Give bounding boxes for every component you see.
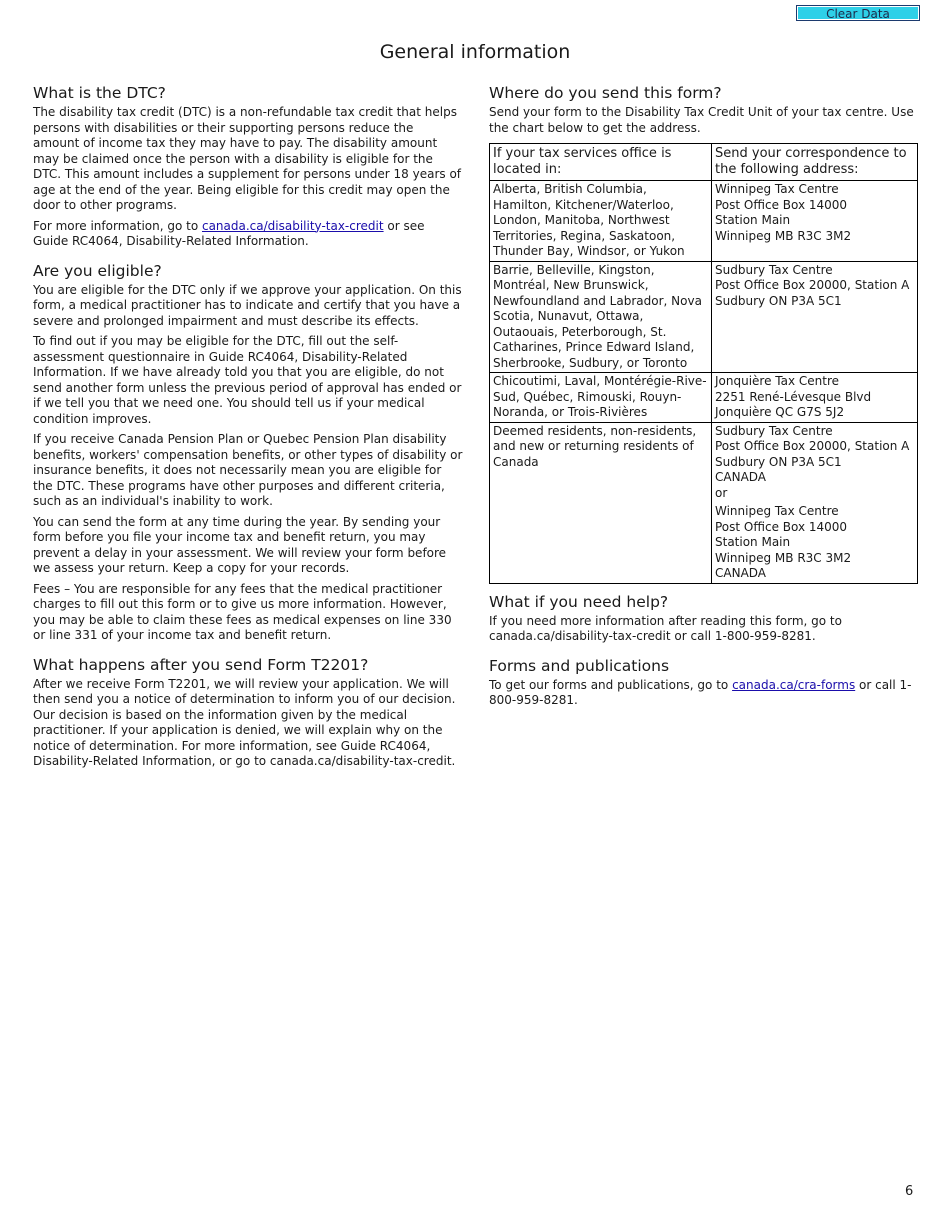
address-line: Post Office Box 20000, Station A [715,439,910,453]
address-line: Sudbury ON P3A 5C1 [715,454,842,469]
address-line: Sudbury ON P3A 5C1 [715,293,842,308]
right-column [489,84,919,721]
send-heading: Where do you send this form? [489,84,722,102]
table-row [490,373,918,423]
address-line: Station Main [715,213,791,227]
eligible-paragraph-3: If you receive Canada Pension Plan or Quebec Pension Plan disability benefits, workers' compensation benefits, or other types of disability or insurance benefits, it does not necessarily mean you are eligible for the DTC. These programs have other purposes and different criteria, such as an individual's inability to work. [33,432,463,508]
address-line: Sudbury Tax Centre [715,262,833,277]
row-address [712,181,918,262]
row-location: Chicoutimi, Laval, Montérégie-Rive-Sud, Québec, Rimouski, Rouyn-Noranda, or Trois-Rivières [490,373,712,423]
address-line: 2251 René-Lévesque Blvd [715,389,872,404]
address-line: Winnipeg MB R3C 3M2 [715,228,852,243]
table-row [490,261,918,373]
forms-p-text: To get our forms and publications, go to [489,677,733,692]
section-forms [489,657,919,709]
after-heading: What happens after you send Form T2201? [33,655,369,674]
dtc-paragraph-1: The disability tax credit (DTC) is a non-refundable tax credit that helps persons with disabilities or their supporting persons reduce the amount of income tax they may have to pay. The disability amount may be claimed once the person with a disability is eligible for the DTC. This amount includes a supplement for persons under 18 years of age at the end of the year. Being eligible for this credit may open the door to other programs. [33,105,462,212]
forms-link[interactable]: canada.ca/cra-forms [732,677,856,692]
after-paragraph-1: After we receive Form T2201, we will review your application. We will then send you a notice of determination to inform you of our decision. Our decision is based on the information given by the medical practitioner. If your application is denied, we will explain why on the notice of determination. For more information, see Guide RC4064, Disability-Related Information, or go to canada.ca/disability-tax-credit. [33,676,456,768]
row-address [712,422,918,583]
address-line: Winnipeg Tax Centre [715,182,839,196]
dtc-heading: What is the DTC? [33,84,166,102]
address-line: Winnipeg Tax Centre [715,504,839,518]
address-line: CANADA [715,566,767,580]
forms-paragraph [489,678,919,709]
section-what-is-dtc [33,84,463,250]
section-after-send [33,656,463,770]
address-line: Winnipeg MB R3C 3M2 [715,550,852,565]
tax-centre-table [489,143,918,584]
dtc-paragraph-2 [33,219,463,250]
address-line: CANADA [715,470,767,484]
eligible-paragraph-5: Fees – You are responsible for any fees that the medical practitioner charges to fill out this form or to give us more information. However, you may be able to claim these fees as medical expenses on line 330 or line 331 of your income tax and benefit return. [33,581,452,642]
eligible-heading: Are you eligible? [33,261,162,280]
section-help [489,593,919,645]
dtc-p2-text: For more information, go to [33,218,202,233]
row-address [712,373,918,423]
table-header-row [490,144,918,181]
help-paragraph: If you need more information after reading this form, go to canada.ca/disability-tax-credit or call 1-800-959-8281. [489,613,842,643]
address-line: or [715,485,728,500]
address-line: Jonquière QC G7S 5J2 [715,405,845,419]
eligible-paragraph-2: To find out if you may be eligible for the DTC, fill out the self-assessment questionnaire in Guide RC4064, Disability-Related Information. If we have already told you that you are eligible, do not send another form unless the previous period of approval has ended or if we tell you that we need one. You should tell us if your medical condition improves. [33,334,462,426]
left-column [33,84,463,782]
table-row [490,181,918,262]
page-number: 6 [905,1184,914,1199]
address-line: Post Office Box 14000 [715,519,848,534]
row-address [712,261,918,373]
row-location: Barrie, Belleville, Kingston, Montréal, New Brunswick, Newfoundland and Labrador, Nova Scotia, Nunavut, Ottawa, Outaouais, Peterborough, St. Catharines, Prince Edward Island, Sherbrooke, Sudbury, or Toronto [490,261,712,373]
dtc-p2-after: or see Guide RC4064, Disability-Related Information. [33,218,425,248]
address-line: Sudbury Tax Centre [715,423,833,438]
header-address: Send your correspondence to the following address: [712,144,918,181]
row-location: Deemed residents, non-residents, and new or returning residents of Canada [490,422,712,583]
eligible-paragraph-1: You are eligible for the DTC only if we approve your application. On this form, a medical practitioner has to indicate and certify that you have a severe and prolonged impairment and must describe its effects. [33,282,462,328]
page-title: General information [379,41,571,63]
dtc-link[interactable]: canada.ca/disability-tax-credit [201,218,384,233]
eligible-paragraph-4: You can send the form at any time during the year. By sending your form before you file your income tax and benefit return, you may prevent a delay in your assessment. We will review your form before we assess your return. Keep a copy for your records. [33,514,447,575]
header-location: If your tax services office is located in: [490,144,712,181]
section-eligible [33,262,463,644]
section-where-send [489,84,919,136]
row-location: Alberta, British Columbia, Hamilton, Kitchener/Waterloo, London, Manitoba, Northwest Territories, Regina, Saskatoon, Thunder Bay, Windsor, or Yukon [490,181,712,262]
address-line: Station Main [715,535,791,549]
address-line: Post Office Box 20000, Station A [715,278,910,292]
send-paragraph: Send your form to the Disability Tax Credit Unit of your tax centre. Use the chart below to get the address. [489,105,914,135]
address-line: Jonquière Tax Centre [715,374,840,388]
clear-data-button[interactable]: Clear Data [796,5,920,21]
forms-p-after: or call 1-800-959-8281. [489,677,912,707]
help-heading: What if you need help? [489,592,669,611]
table-row [490,422,918,583]
forms-heading: Forms and publications [489,656,670,675]
address-line: Post Office Box 14000 [715,197,848,212]
